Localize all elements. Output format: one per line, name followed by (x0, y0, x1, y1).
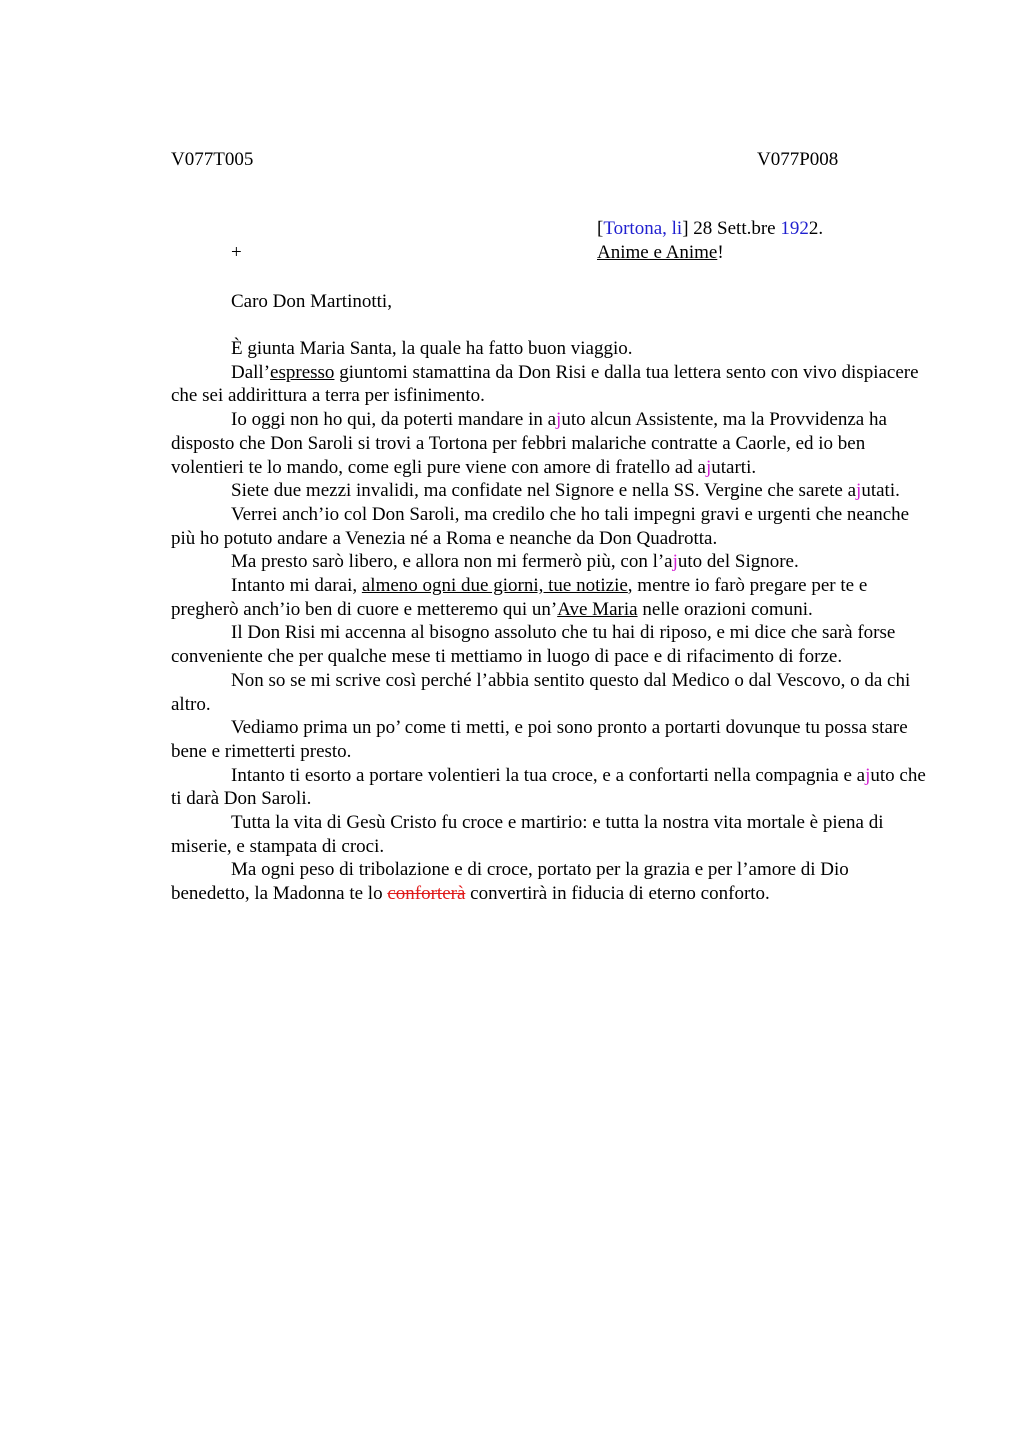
paragraph-10: Vediamo prima un po’ come ti metti, e poi sono pronto a portarti dovunque tu possa stare bene e rimetterti presto. (171, 717, 908, 762)
paragraph-7: Intanto mi darai, almeno ogni due giorni, tue notizie, mentre io farò pregare per te e pregherò anch’io ben di cuore e metteremo qui un’Ave Maria nelle orazioni comuni. (171, 575, 868, 620)
cross-symbol: + (231, 242, 242, 263)
paragraph-4: Siete due mezzi invalidi, ma confidate nel Signore e nella SS. Vergine che sarete ajutati. (231, 480, 900, 502)
paragraph-8: Il Don Risi mi accenna al bisogno assoluto che tu hai di riposo, e mi dice che sarà forse conveniente che per qualche mese ti mettiamo in luogo di pace e di rifacimento di forze. (171, 622, 896, 668)
motto: Anime e Anime! (597, 242, 724, 263)
paragraph-6: Ma presto sarò libero, e allora non mi fermerò più, con l’ajuto del Signore. (231, 551, 799, 573)
letter-body (171, 337, 926, 906)
deleted-word: conforterà (387, 883, 466, 905)
paragraph-1: È giunta Maria Santa, la quale ha fatto buon viaggio. (231, 338, 633, 359)
paragraph-13: Ma ogni peso di tribolazione e di croce, portato per la grazia e per l’amore di Dio benedetto, la Madonna te lo conforterà convertirà in fiducia di eterno conforto. (171, 859, 849, 905)
dateline-year-edited: 192 (780, 218, 809, 239)
document-code-left: V077T005 (171, 149, 254, 170)
dateline: [Tortona, li] 28 Sett.bre 1922. (597, 218, 824, 239)
paragraph-11: Intanto ti esorto a portare volentieri la tua croce, e a confortarti nella compagnia e ajuto che ti darà Don Saroli. (171, 764, 926, 810)
document-code-right: V077P008 (757, 149, 839, 170)
paragraph-5: Verrei anch’io col Don Saroli, ma credilo che ho tali impegni gravi e urgenti che neanche più ho potuto andare a Venezia né a Roma e neanche da Don Quadrotta. (171, 503, 910, 549)
paragraph-3: Io oggi non ho qui, da poterti mandare in ajuto alcun Assistente, ma la Provvidenza ha disposto che Don Saroli si trovi a Tortona per febbri malariche contratte a Caorle, ed io ben volentieri te lo mando, come egli pure viene con amore di fratello ad ajutarti. (171, 409, 887, 478)
paragraph-9: Non so se mi scrive così perché l’abbia sentito questo dal Medico o dal Vescovo, o da chi altro. (171, 669, 911, 715)
paragraph-12: Tutta la vita di Gesù Cristo fu croce e martirio: e tutta la nostra vita mortale è piena di miserie, e stampata di croci. (171, 812, 884, 857)
paragraph-2: Dall’espresso giuntomi stamattina da Don Risi e dalla tua lettera sento con vivo dispiacere che sei addirittura a terra per isfinimento. (171, 361, 919, 407)
dateline-place: Tortona, li (603, 218, 683, 239)
salutation: Caro Don Martinotti, (231, 291, 392, 312)
